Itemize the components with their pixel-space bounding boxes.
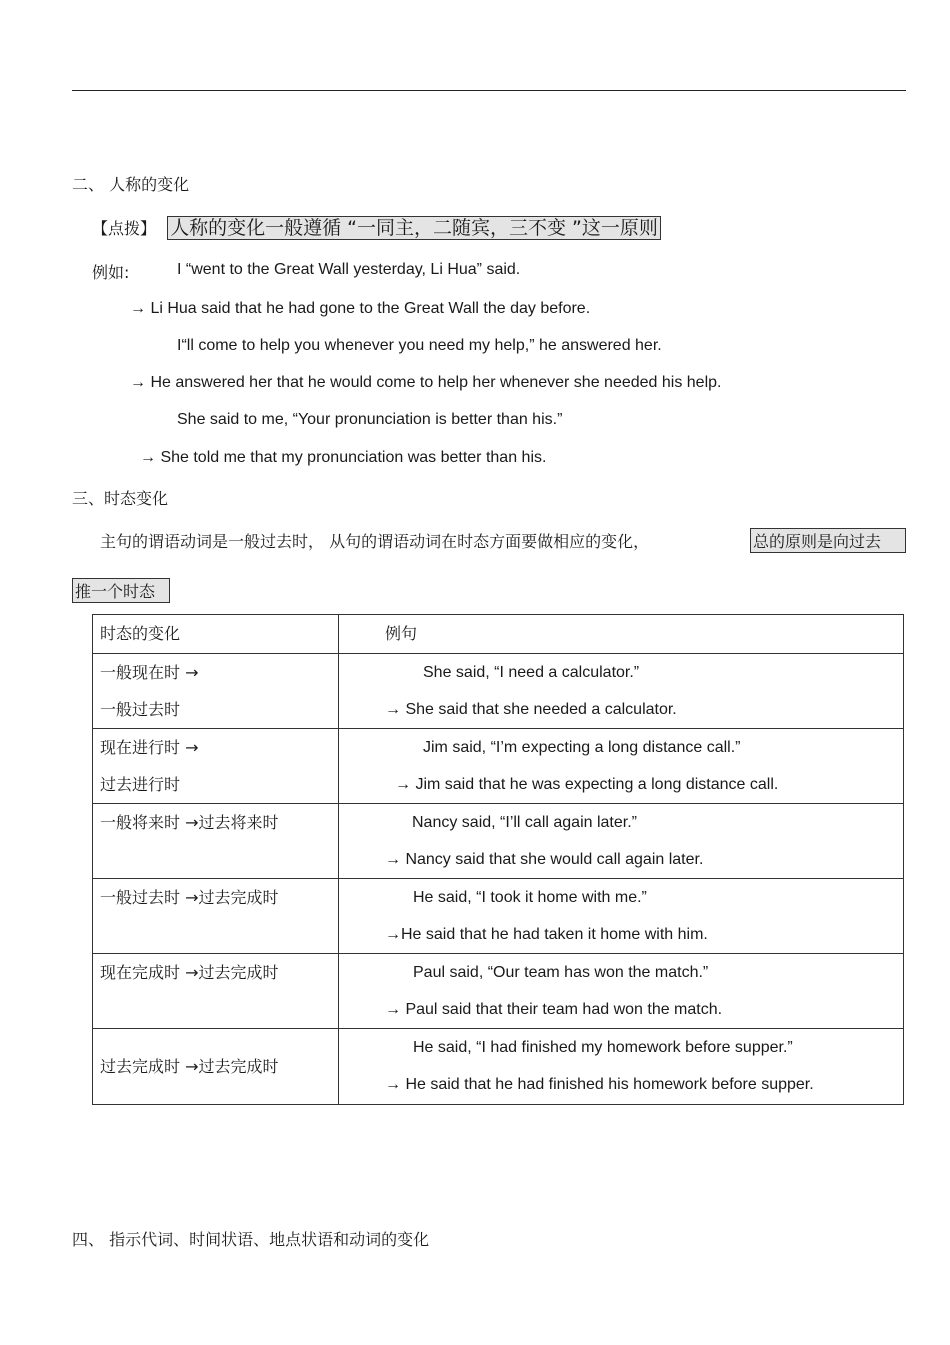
tense-change: 一般将来时 →过去将来时 [100,813,279,832]
direct-speech: He said, “I had finished my homework before supper.” [413,1039,793,1056]
section-3-heading: 三、时态变化 [72,489,169,508]
reported-speech: → He said that he had finished his homework before supper. [385,1076,814,1093]
example-line-2: → Li Hua said that he had gone to the Great Wall the day before. [130,300,591,317]
principle-highlight-2: 推一个时态 [72,578,170,603]
example-line-6: → She told me that my pronunciation was better than his. [140,449,547,466]
section-4-heading: 四、 指示代词、时间状语、地点状语和动词的变化 [72,1230,430,1249]
tense-change: 过去完成时 →过去完成时 [100,1057,279,1076]
tense-to: 一般过去时 [100,700,181,719]
direct-speech: Nancy said, “I’ll call again later.” [412,814,637,831]
table-header-tense: 时态的变化 [93,615,339,654]
table-row [93,804,904,879]
table-row [93,1029,904,1105]
tense-change: 现在完成时 →过去完成时 [100,963,279,982]
example-cell [339,879,904,954]
example-cell [339,654,904,729]
example-line-5: She said to me, “Your pronunciation is better than his.” [177,411,563,428]
tense-from: 一般现在时 → [100,663,199,682]
direct-speech: He said, “I took it home with me.” [413,889,647,906]
direct-speech: Paul said, “Our team has won the match.” [413,964,709,981]
reported-speech: → Nancy said that she would call again later. [385,851,704,868]
tense-cell [93,1029,339,1105]
direct-speech: Jim said, “I’m expecting a long distance call.” [423,739,741,756]
tense-cell [93,729,339,804]
tense-cell [93,804,339,879]
example-cell [339,804,904,879]
tense-cell [93,954,339,1029]
tense-cell [93,654,339,729]
tense-to: 过去进行时 [100,775,181,794]
example-cell [339,954,904,1029]
tip-row [92,213,661,240]
table-row [93,954,904,1029]
table-row [93,654,904,729]
tense-cell [93,879,339,954]
tense-from: 现在进行时 → [100,738,199,757]
reported-speech: → Jim said that he was expecting a long distance call. [395,776,779,793]
table-row [93,729,904,804]
tip-text: 人称的变化一般遵循 “一同主，二随宾，三不变 ”这一原则 [167,216,661,240]
section-3-paragraph: 主句的谓语动词是一般过去时， 从句的谓语动词在时态方面要做相应的变化， [100,532,650,551]
example-label: 例如: [92,263,130,282]
tense-change-table [92,614,904,1105]
principle-highlight-1: 总的原则是向过去 [750,528,906,553]
tip-label: 【点拨】 [92,219,157,238]
tense-change: 一般过去时 →过去完成时 [100,888,279,907]
direct-speech: She said, “I need a calculator.” [423,664,640,681]
example-cell [339,729,904,804]
example-line-4: → He answered her that he would come to help her whenever she needed his help. [130,374,722,391]
reported-speech: → She said that she needed a calculator. [385,701,677,718]
reported-speech: →He said that he had taken it home with him. [385,926,708,943]
table-row [93,879,904,954]
table-header-example: 例句 [339,615,904,654]
section-2-heading: 二、 人称的变化 [72,175,190,194]
reported-speech: → Paul said that their team had won the match. [385,1001,723,1018]
table-header-row [93,615,904,654]
example-line-3: I“ll come to help you whenever you need my help,” he answered her. [177,337,662,354]
example-cell [339,1029,904,1105]
example-line-1: I “went to the Great Wall yesterday, Li Hua” said. [177,261,521,278]
top-rule [72,90,906,91]
